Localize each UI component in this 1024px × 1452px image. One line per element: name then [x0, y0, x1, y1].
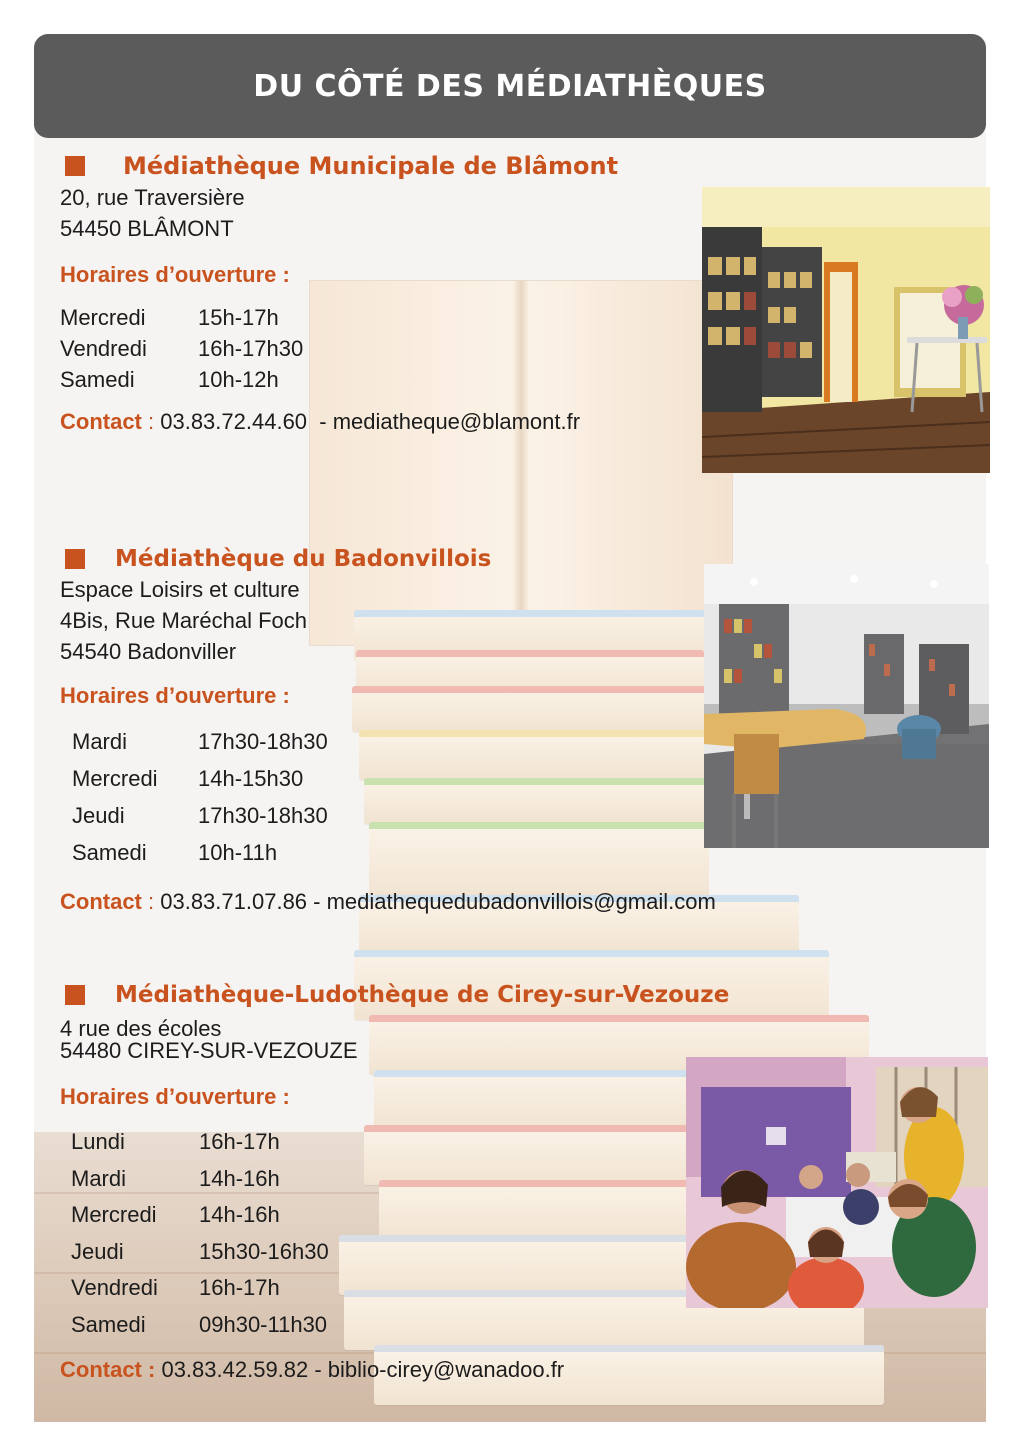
- square-bullet-icon: [65, 156, 85, 176]
- address-line: 54540 Badonviller: [60, 639, 237, 664]
- hours-row: [71, 1197, 329, 1234]
- address-line: 20, rue Traversière: [60, 185, 245, 210]
- opening-hours-label: Horaires d’ouverture :: [60, 262, 290, 287]
- hours-day: Mercredi: [72, 765, 158, 791]
- square-bullet-icon: [65, 985, 85, 1005]
- hours-time: 16h-17h30: [198, 335, 304, 361]
- hours-day: Mardi: [71, 1165, 127, 1191]
- address-line: 54450 BLÂMONT: [60, 216, 234, 241]
- contact-line: [60, 889, 716, 915]
- library-section-badonvillois: [60, 546, 716, 915]
- contact-details: 03.83.72.44.60 - mediatheque@blamont.fr: [160, 409, 581, 434]
- children-playing-games-photo: [686, 1057, 988, 1308]
- opening-hours-table: [72, 723, 328, 871]
- library-address: [60, 574, 716, 667]
- address-line: 54480 CIREY-SUR-VEZOUZE: [60, 1038, 358, 1063]
- hours-time: 10h-12h: [198, 366, 279, 392]
- contact-label: Contact: [60, 889, 142, 914]
- address-line: 4Bis, Rue Maréchal Foch: [60, 608, 307, 633]
- hours-time: 10h-11h: [198, 839, 278, 865]
- contact-line: [60, 1357, 729, 1383]
- hours-row: [71, 1124, 329, 1161]
- hours-time: 16h-17h: [199, 1129, 280, 1155]
- address-line: Espace Loisirs et culture: [60, 577, 300, 602]
- hours-day: Vendredi: [71, 1275, 158, 1301]
- hours-day: Samedi: [71, 1311, 146, 1337]
- hours-time: 15h-17h: [198, 304, 279, 330]
- library-address: [60, 1018, 729, 1062]
- hours-row: [71, 1270, 329, 1307]
- hours-day: Samedi: [60, 366, 135, 392]
- contact-label: Contact :: [60, 1357, 156, 1382]
- contact-details: 03.83.71.07.86 - mediathequedubadonvillois@gmail.com: [160, 889, 716, 914]
- hours-time: 16h-17h: [199, 1275, 280, 1301]
- opening-hours-table: [60, 302, 303, 395]
- opening-hours-table: [71, 1124, 329, 1343]
- hours-time: 14h-16h: [199, 1165, 280, 1191]
- hours-day: Mercredi: [71, 1202, 157, 1228]
- hours-row: [60, 333, 303, 364]
- hours-row: [71, 1234, 329, 1271]
- page-header: [34, 34, 986, 138]
- square-bullet-icon: [65, 549, 85, 569]
- hours-row: [72, 834, 328, 871]
- library-reading-room-photo: [704, 564, 989, 848]
- library-address: [60, 182, 618, 244]
- hours-day: Lundi: [71, 1129, 125, 1155]
- hours-time: 15h30-16h30: [199, 1238, 329, 1264]
- hours-row: [72, 723, 328, 760]
- opening-hours-label: Horaires d’ouverture :: [60, 1084, 290, 1109]
- hours-row: [60, 302, 303, 333]
- page-title: DU CÔTÉ DES MÉDIATHÈQUES: [253, 68, 767, 104]
- hours-day: Samedi: [72, 839, 147, 865]
- hours-row: [72, 760, 328, 797]
- hours-day: Vendredi: [60, 335, 147, 361]
- hours-row: [71, 1161, 329, 1198]
- hours-time: 14h-16h: [199, 1202, 280, 1228]
- hours-row: [72, 797, 328, 834]
- opening-hours-label: Horaires d’ouverture :: [60, 683, 290, 708]
- hours-time: 17h30-18h30: [198, 802, 328, 828]
- library-name: Médiathèque Municipale de Blâmont: [123, 152, 619, 180]
- contact-details: 03.83.42.59.82 - biblio-cirey@wanadoo.fr: [161, 1357, 565, 1382]
- section-heading: [60, 982, 729, 1008]
- hours-day: Mercredi: [60, 304, 146, 330]
- section-heading: [60, 152, 618, 180]
- hours-time: 17h30-18h30: [198, 728, 328, 754]
- library-section-cirey: [60, 982, 729, 1383]
- hours-day: Jeudi: [72, 802, 125, 828]
- hours-row: [60, 364, 303, 395]
- hours-time: 14h-15h30: [198, 765, 304, 791]
- section-heading: [60, 546, 716, 572]
- library-name: Médiathèque-Ludothèque de Cirey-sur-Vezouze: [115, 982, 730, 1008]
- hours-time: 09h30-11h30: [199, 1311, 328, 1337]
- library-interior-photo: [702, 187, 990, 473]
- hours-row: [71, 1307, 329, 1344]
- hours-day: Jeudi: [71, 1238, 124, 1264]
- address-line: 4 rue des écoles: [60, 1016, 222, 1041]
- contact-line: [60, 409, 618, 435]
- contact-label: Contact: [60, 409, 142, 434]
- library-name: Médiathèque du Badonvillois: [115, 546, 492, 572]
- hours-day: Mardi: [72, 728, 128, 754]
- contact-separator: :: [141, 889, 161, 914]
- contact-separator: :: [141, 409, 161, 434]
- library-section-blamont: [60, 152, 618, 435]
